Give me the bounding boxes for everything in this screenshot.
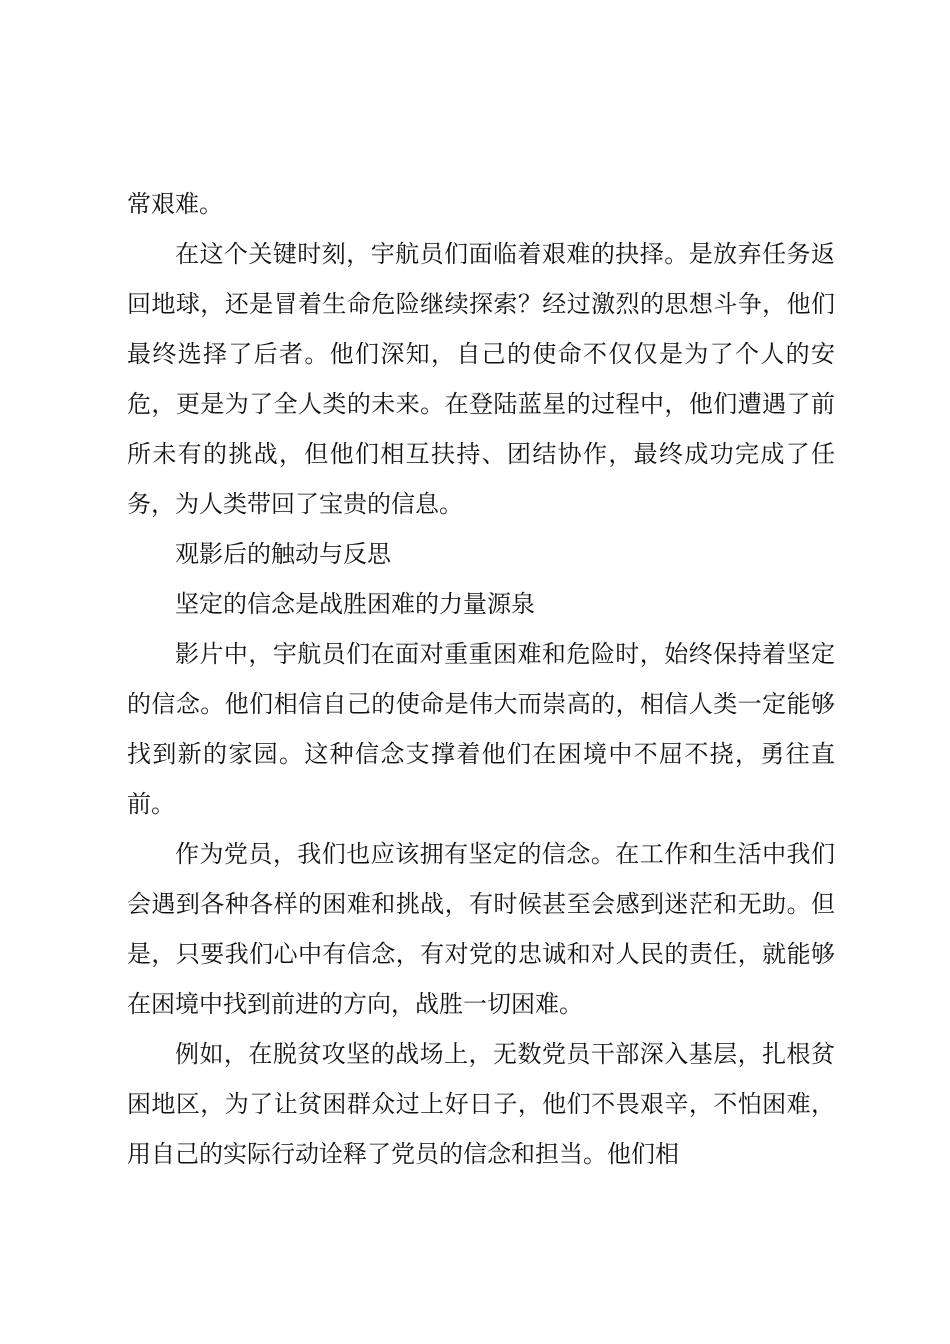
paragraph-poverty-example: 例如，在脱贫攻坚的战场上，无数党员干部深入基层，扎根贫困地区，为了让贫困群众过上好日子，他们不畏艰辛，不怕困难，用自己的实际行动诠释了党员的信念和担当。他们相	[127, 1040, 835, 1168]
paragraph-key-moment: 在这个关键时刻，宇航员们面临着艰难的抉择。是放弃任务返回地球，还是冒着生命危险继续探索？经过激烈的思想斗争，他们最终选择了后者。他们深知，自己的使命不仅仅是为了个人的安危，更是为了全人类的未来。在登陆蓝星的过程中，他们遭遇了前所未有的挑战，但他们相互扶持、团结协作，最终成功完成了任务，为人类带回了宝贵的信息。	[127, 240, 835, 518]
paragraph-party-member-belief: 作为党员，我们也应该拥有坚定的信念。在工作和生活中我们会遇到各种各样的困难和挑战，有时候甚至会感到迷茫和无助。但是，只要我们心中有信念，有对党的忠诚和对人民的责任，就能够在困境中找到前进的方向，战胜一切困难。	[127, 840, 835, 1018]
paragraph-continuation: 常艰难。	[127, 190, 223, 218]
document-body	[127, 179, 835, 1179]
section-heading-reflection: 观影后的触动与反思	[175, 540, 391, 568]
subsection-heading-belief: 坚定的信念是战胜困难的力量源泉	[175, 590, 535, 618]
paragraph-film-belief: 影片中，宇航员们在面对重重困难和危险时，始终保持着坚定的信念。他们相信自己的使命是伟大而崇高的，相信人类一定能够找到新的家园。这种信念支撑着他们在困境中不屈不挠，勇往直前。	[127, 640, 835, 818]
